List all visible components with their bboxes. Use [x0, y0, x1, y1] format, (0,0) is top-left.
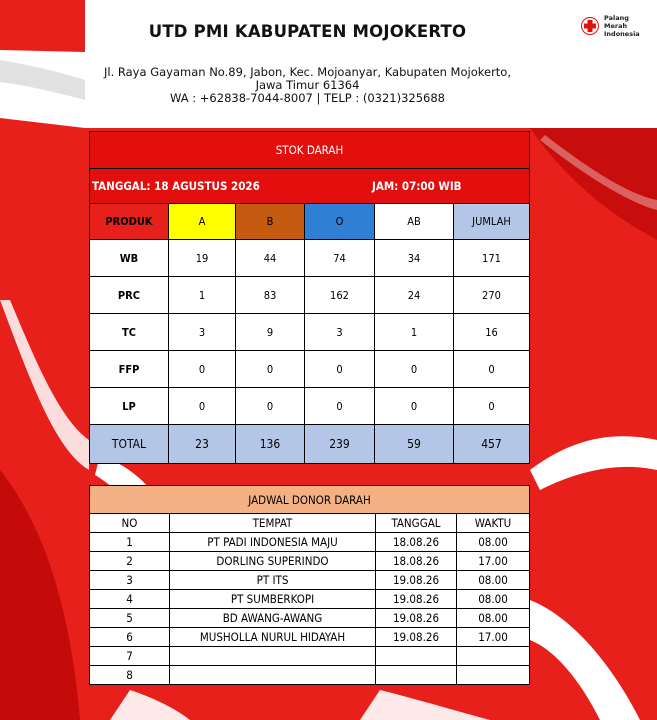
- stock-cell: 162: [305, 277, 375, 314]
- schedule-row: [90, 590, 530, 609]
- stock-cell: 0: [305, 388, 375, 425]
- stock-row: [90, 314, 530, 351]
- schedule-place: [170, 666, 376, 685]
- stock-cell: 1: [169, 277, 236, 314]
- schedule-date: 18.08.26: [376, 552, 457, 571]
- stock-cell: 3: [305, 314, 375, 351]
- stock-cell: 270: [454, 277, 530, 314]
- schedule-time: 08.00: [457, 609, 530, 628]
- schedule-place: MUSHOLLA NURUL HIDAYAH: [170, 628, 376, 647]
- stock-cell: 0: [305, 351, 375, 388]
- column-header: PRODUK: [90, 204, 169, 240]
- column-header: NO: [90, 514, 170, 533]
- schedule-date: 18.08.26: [376, 533, 457, 552]
- schedule-place: PT SUMBERKOPI: [170, 590, 376, 609]
- stock-cell: 0: [454, 388, 530, 425]
- stock-header-row: [90, 204, 530, 240]
- schedule-row: [90, 571, 530, 590]
- total-label: TOTAL: [90, 425, 169, 464]
- stock-cell: 171: [454, 240, 530, 277]
- stock-cell: 44: [236, 240, 305, 277]
- schedule-row: [90, 628, 530, 647]
- logo-line: Merah: [604, 22, 628, 30]
- product-label: LP: [90, 388, 169, 425]
- logo-line: Palang: [604, 14, 629, 22]
- stock-total-row: [90, 425, 530, 464]
- schedule-date: 19.08.26: [376, 571, 457, 590]
- pmi-logo: [577, 10, 647, 42]
- stock-cell: 0: [236, 351, 305, 388]
- product-label: FFP: [90, 351, 169, 388]
- stock-cell: 0: [375, 351, 454, 388]
- header-panel: [85, 0, 657, 128]
- schedule-time: 17.00: [457, 552, 530, 571]
- stock-cell: 19: [169, 240, 236, 277]
- schedule-time: [457, 647, 530, 666]
- org-title: UTD PMI KABUPATEN MOJOKERTO: [148, 22, 467, 41]
- schedule-place: BD AWANG-AWANG: [170, 609, 376, 628]
- stock-cell: 0: [454, 351, 530, 388]
- stock-title: STOK DARAH: [90, 132, 530, 169]
- schedule-row: [90, 533, 530, 552]
- org-address: Jl. Raya Gayaman No.89, Jabon, Kec. Mojoanyar, Kabupaten Mojokerto, Jawa Timur 61364: [104, 65, 511, 92]
- schedule-header-row: [90, 514, 530, 533]
- schedule-date: 19.08.26: [376, 609, 457, 628]
- schedule-row: [90, 552, 530, 571]
- stock-cell: 0: [169, 351, 236, 388]
- schedule-no: 1: [90, 533, 170, 552]
- schedule-place: PT ITS: [170, 571, 376, 590]
- stock-row: [90, 388, 530, 425]
- total-cell: 59: [375, 425, 454, 464]
- stock-cell: 1: [375, 314, 454, 351]
- org-address-block: [95, 66, 520, 105]
- stock-row: [90, 277, 530, 314]
- stock-cell: 0: [169, 388, 236, 425]
- stock-cell: 0: [375, 388, 454, 425]
- schedule-no: 4: [90, 590, 170, 609]
- schedule-place: PT PADI INDONESIA MAJU: [170, 533, 376, 552]
- stock-cell: 83: [236, 277, 305, 314]
- stock-date: TANGGAL: 18 AGUSTUS 2026: [92, 179, 260, 193]
- org-contact: WA : +62838-7044-8007 | TELP : (0321)325688: [170, 91, 445, 105]
- schedule-no: 8: [90, 666, 170, 685]
- schedule-no: 5: [90, 609, 170, 628]
- stock-cell: 0: [236, 388, 305, 425]
- total-cell: 457: [454, 425, 530, 464]
- total-cell: 23: [169, 425, 236, 464]
- schedule-time: 08.00: [457, 590, 530, 609]
- schedule-time: 17.00: [457, 628, 530, 647]
- total-cell: 239: [305, 425, 375, 464]
- schedule-time: [457, 666, 530, 685]
- column-header-a: A: [169, 204, 236, 240]
- schedule-place: DORLING SUPERINDO: [170, 552, 376, 571]
- stock-cell: 3: [169, 314, 236, 351]
- schedule-place: [170, 647, 376, 666]
- stock-cell: 24: [375, 277, 454, 314]
- stock-cell: 34: [375, 240, 454, 277]
- product-label: PRC: [90, 277, 169, 314]
- column-header-o: O: [305, 204, 375, 240]
- schedule-no: 2: [90, 552, 170, 571]
- schedule-date: 19.08.26: [376, 590, 457, 609]
- total-cell: 136: [236, 425, 305, 464]
- schedule-row: [90, 647, 530, 666]
- schedule-date: [376, 647, 457, 666]
- stock-cell: 9: [236, 314, 305, 351]
- stock-time: JAM: 07:00 WIB: [372, 179, 462, 193]
- schedule-date: [376, 666, 457, 685]
- product-label: WB: [90, 240, 169, 277]
- stock-row: [90, 351, 530, 388]
- schedule-no: 6: [90, 628, 170, 647]
- column-header-b: B: [236, 204, 305, 240]
- stock-row: [90, 240, 530, 277]
- schedule-time: 08.00: [457, 533, 530, 552]
- schedule-no: 3: [90, 571, 170, 590]
- stock-cell: 16: [454, 314, 530, 351]
- column-header: TANGGAL: [376, 514, 457, 533]
- column-header: TEMPAT: [170, 514, 376, 533]
- stock-cell: 74: [305, 240, 375, 277]
- logo-text: [604, 14, 640, 38]
- product-label: TC: [90, 314, 169, 351]
- blood-stock-table: [89, 131, 530, 464]
- schedule-title: JADWAL DONOR DARAH: [90, 486, 530, 514]
- red-cross-icon: [581, 17, 599, 35]
- schedule-row: [90, 666, 530, 685]
- schedule-row: [90, 609, 530, 628]
- stock-date-row: [90, 169, 530, 204]
- donor-schedule-table: [89, 485, 530, 685]
- schedule-no: 7: [90, 647, 170, 666]
- column-header-total: JUMLAH: [454, 204, 530, 240]
- schedule-date: 19.08.26: [376, 628, 457, 647]
- logo-line: Indonesia: [604, 30, 640, 38]
- schedule-time: 08.00: [457, 571, 530, 590]
- column-header: WAKTU: [457, 514, 530, 533]
- column-header-ab: AB: [375, 204, 454, 240]
